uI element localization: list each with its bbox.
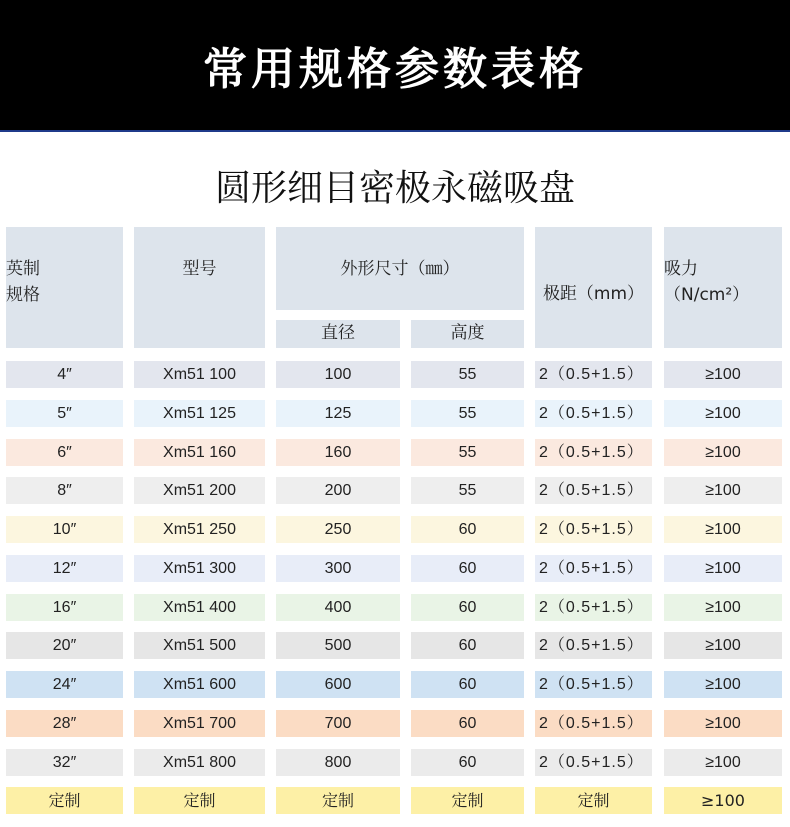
header-force xyxy=(664,227,782,348)
cell-size: 12″ xyxy=(6,555,123,582)
cell-pole-pitch: 定制 xyxy=(535,787,652,814)
cell-diameter: 600 xyxy=(276,671,400,698)
cell-model: Xm51 500 xyxy=(134,632,265,659)
cell-force: ≥100 xyxy=(664,477,782,504)
cell-height: 55 xyxy=(411,400,524,427)
header-diameter-label: 直径 xyxy=(321,323,355,344)
cell-model: Xm51 300 xyxy=(134,555,265,582)
cell-diameter: 100 xyxy=(276,361,400,388)
cell-pole-pitch: 2（0.5+1.5） xyxy=(535,516,652,543)
cell-diameter: 700 xyxy=(276,710,400,737)
cell-model: Xm51 600 xyxy=(134,671,265,698)
cell-height: 定制 xyxy=(411,787,524,814)
table-subtitle: 圆形细目密极永磁吸盘 xyxy=(214,168,575,209)
cell-model: Xm51 700 xyxy=(134,710,265,737)
cell-model: Xm51 400 xyxy=(134,594,265,621)
cell-size: 10″ xyxy=(6,516,123,543)
cell-size: 24″ xyxy=(6,671,123,698)
header-diameter xyxy=(276,320,400,348)
cell-height: 60 xyxy=(411,710,524,737)
cell-model: Xm51 100 xyxy=(134,361,265,388)
cell-height: 60 xyxy=(411,749,524,776)
cell-model: 定制 xyxy=(134,787,265,814)
header-model xyxy=(134,227,265,348)
header-model-label: 型号 xyxy=(182,259,217,279)
header-dimensions xyxy=(276,227,524,310)
cell-force: ≥100 xyxy=(664,749,782,776)
cell-diameter: 300 xyxy=(276,555,400,582)
cell-force: ≥100 xyxy=(664,361,782,388)
cell-size: 16″ xyxy=(6,594,123,621)
cell-size: 32″ xyxy=(6,749,123,776)
header-size xyxy=(6,227,123,348)
cell-pole-pitch: 2（0.5+1.5） xyxy=(535,361,652,388)
cell-model: Xm51 200 xyxy=(134,477,265,504)
cell-model: Xm51 800 xyxy=(134,749,265,776)
cell-pole-pitch: 2（0.5+1.5） xyxy=(535,632,652,659)
cell-force: ≥100 xyxy=(664,632,782,659)
header-dimensions-label: 外形尺寸（㎜） xyxy=(340,259,460,279)
cell-model: Xm51 250 xyxy=(134,516,265,543)
cell-diameter: 160 xyxy=(276,439,400,466)
cell-diameter: 定制 xyxy=(276,787,400,814)
cell-height: 60 xyxy=(411,671,524,698)
cell-height: 55 xyxy=(411,439,524,466)
cell-size: 8″ xyxy=(6,477,123,504)
header-size-line1: 英制 xyxy=(6,259,40,279)
cell-pole-pitch: 2（0.5+1.5） xyxy=(535,400,652,427)
cell-diameter: 250 xyxy=(276,516,400,543)
header-pole-pitch-label: 极距（mm） xyxy=(542,284,645,305)
cell-force: ≥100 xyxy=(664,787,782,814)
cell-size: 4″ xyxy=(6,361,123,388)
cell-pole-pitch: 2（0.5+1.5） xyxy=(535,749,652,776)
cell-force: ≥100 xyxy=(664,671,782,698)
cell-height: 60 xyxy=(411,594,524,621)
cell-size: 20″ xyxy=(6,632,123,659)
cell-force: ≥100 xyxy=(664,710,782,737)
header-height-label: 高度 xyxy=(450,323,485,344)
cell-force: ≥100 xyxy=(664,439,782,466)
cell-force: ≥100 xyxy=(664,555,782,582)
cell-pole-pitch: 2（0.5+1.5） xyxy=(535,594,652,621)
cell-height: 60 xyxy=(411,632,524,659)
cell-pole-pitch: 2（0.5+1.5） xyxy=(535,710,652,737)
header-height xyxy=(411,320,524,348)
cell-pole-pitch: 2（0.5+1.5） xyxy=(535,555,652,582)
cell-height: 60 xyxy=(411,555,524,582)
header-force-line1: 吸力 xyxy=(664,259,698,279)
cell-height: 55 xyxy=(411,477,524,504)
header-pole-pitch xyxy=(535,227,652,348)
cell-model: Xm51 125 xyxy=(134,400,265,427)
cell-pole-pitch: 2（0.5+1.5） xyxy=(535,477,652,504)
header-force-line2: （N/cm²） xyxy=(664,284,750,305)
cell-size: 5″ xyxy=(6,400,123,427)
title-banner xyxy=(0,0,790,132)
cell-model: Xm51 160 xyxy=(134,439,265,466)
cell-pole-pitch: 2（0.5+1.5） xyxy=(535,671,652,698)
cell-force: ≥100 xyxy=(664,516,782,543)
cell-diameter: 500 xyxy=(276,632,400,659)
cell-size: 28″ xyxy=(6,710,123,737)
cell-size: 6″ xyxy=(6,439,123,466)
cell-height: 60 xyxy=(411,516,524,543)
cell-diameter: 400 xyxy=(276,594,400,621)
cell-pole-pitch: 2（0.5+1.5） xyxy=(535,439,652,466)
header-size-line2: 规格 xyxy=(6,284,40,305)
banner-title: 常用规格参数表格 xyxy=(203,44,587,95)
cell-diameter: 800 xyxy=(276,749,400,776)
cell-size: 定制 xyxy=(6,787,123,814)
cell-height: 55 xyxy=(411,361,524,388)
cell-force: ≥100 xyxy=(664,400,782,427)
cell-diameter: 125 xyxy=(276,400,400,427)
cell-force: ≥100 xyxy=(664,594,782,621)
cell-diameter: 200 xyxy=(276,477,400,504)
